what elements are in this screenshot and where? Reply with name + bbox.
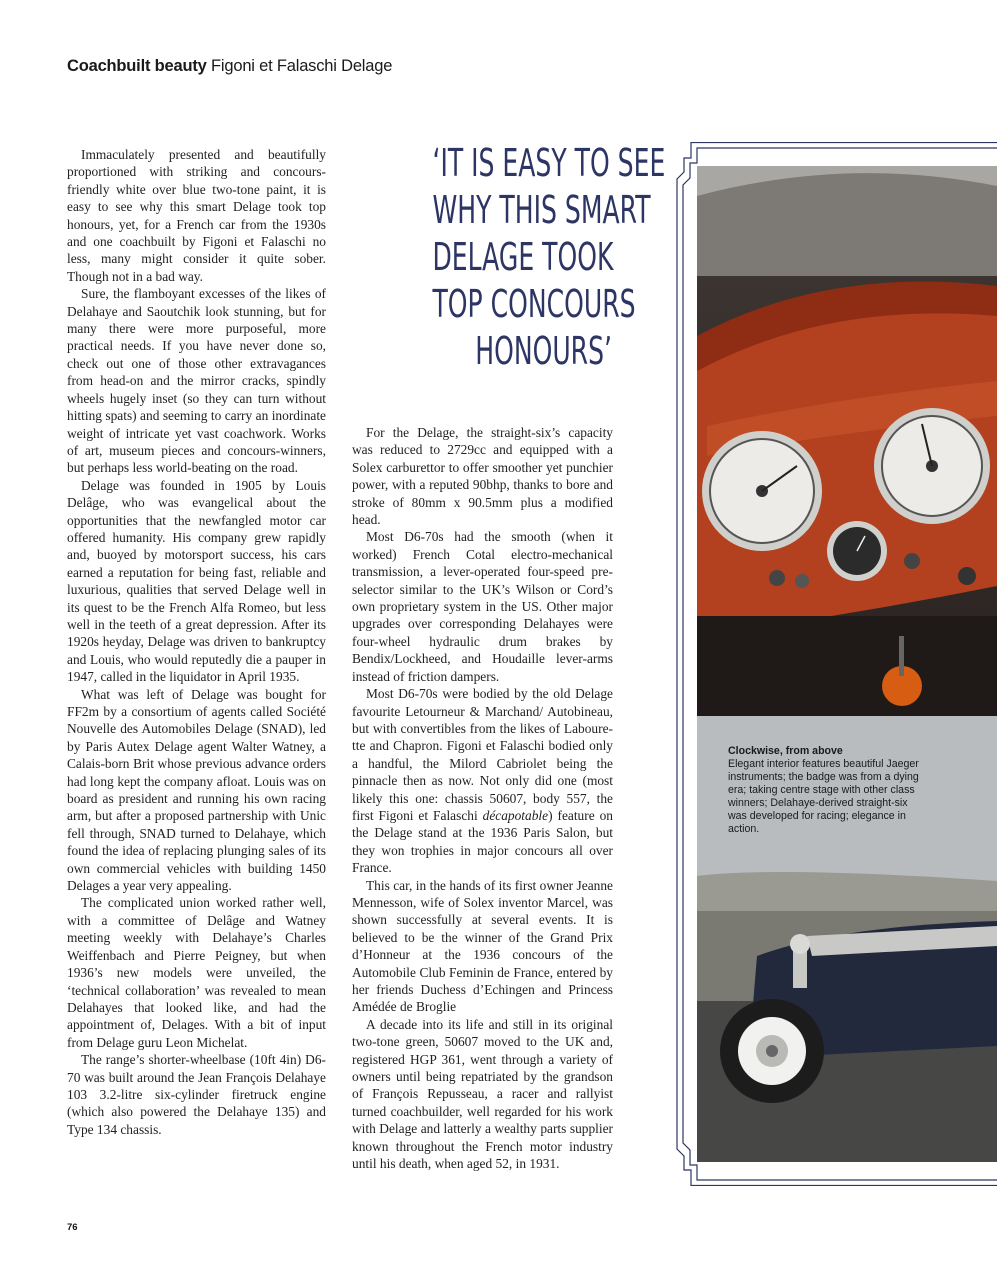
pull-quote-line: DELAGE TOOK <box>432 235 614 279</box>
caption-body: Elegant interior features beautiful Jaeger instruments; the badge was from a dying era; taking centre stage with other class winners; Delahaye-derived straight-six was developed for racing; elegance in action. <box>728 758 919 835</box>
paragraph: This car, in the hands of its first owner Jeanne Mennesson, wife of Solex inventor Marcel, was shown successfully at several events. It is believed to be the winner of the Grand Prix d’Honneur at the 1936 concours of the Automobile Club Feminin de France, entered by her friends Duchess d’Echingen and Princess Amédée de Broglie <box>352 877 613 1015</box>
paragraph: Immaculately presented and beautifully proportioned with striking and concours-friendly white over blue two-tone paint, it is easy to see why this smart Delage took top honours, yet, for a French car from the 1930s and one coachbuilt by Figoni et Falaschi no less, many might consider it quite sober. Though not in a bad way. <box>67 147 326 284</box>
pull-quote-line: HONOURS’ <box>475 329 612 373</box>
paragraph: The complicated union worked rather well, with a committee of Delâge and Watney meeting weekly with Delahaye’s Charles Weiffenbach and Pierre Peigney, but when 1936’s new models were unveiled, the ‘technical collaboration’ was revealed to mean Delahayes that looked like, and had the appointment of, Delages. With a bit of input from Delage guru Leon Michelat. <box>67 895 326 1050</box>
pull-quote-line: ‘IT IS EASY TO SEE <box>432 141 666 185</box>
paragraph: Delage was founded in 1905 by Louis Delâge, who was evangelical about the opportunities that the newfangled motor car offered humanity. His company grew rapidly and, buoyed by motorsport success, his cars earned a reputation for being fast, reliable and luxurious, qualities that served Delage well in its quest to be the French Alfa Romeo, but less well in the teeth of a great depression. After its 1920s heyday, Delage was driven to bankruptcy and Louis, who would reputedly die a pauper in 1947, called in the liquidator in April 1935. <box>67 477 326 685</box>
paragraph: The range’s shorter-wheelbase (10ft 4in) D6-70 was built around the Jean François Delahaye 103 3.2-litre six-cylinder firetruck engine (which also powered the Delahaye 135) and Type 134 chassis. <box>67 1052 326 1137</box>
caption-title: Clockwise, from above <box>728 745 843 757</box>
body-column-right <box>352 424 613 1172</box>
dashboard-illustration <box>697 166 997 716</box>
paragraph: Most D6-70s had the smooth (when it worked) French Cotal electro-mechanical transmission, a lever-operated four-speed pre-selector similar to the UK’s Wilson or Cord’s own proprietary system in the US. Other major upgrades over corresponding Delahayes were four-wheel hydraulic drum brakes by Bendix/Lockheed, and Houdaille lever-arms instead of friction dampers. <box>352 529 613 684</box>
paragraph: For the Delage, the straight-six’s capacity was reduced to 2729cc and equipped with a Solex carburettor to offer smoother yet punchier power, with a reputed 90bhp, thanks to bore and stroke of 80mm x 90.5mm plus a modified head. <box>352 425 613 528</box>
paragraph <box>352 685 613 876</box>
paragraph: Sure, the flamboyant excesses of the likes of Delahaye and Saoutchik look stunning, but for many there were more purposeful, more practical needs. If you have never done so, check out one of those other extravagances from head-on and the mirror cracks, spindly wheels hugely inset (so they can turn without hitting spats) and seeming to carry an inordinate weight of intricate yet vast coachwork. Works of art, museum pieces and concours-winners, but perhaps less world-beating on the road. <box>67 286 326 476</box>
section-title: Coachbuilt beauty <box>67 57 207 75</box>
pull-quote-line: WHY THIS SMART <box>432 188 651 232</box>
article-subtitle: Figoni et Falaschi Delage <box>211 57 393 75</box>
italic-term: décapotable <box>482 807 549 823</box>
running-header <box>67 57 392 76</box>
body-column-left <box>67 146 326 1138</box>
pull-quote-line: TOP CONCOURS <box>432 282 636 326</box>
paragraph-text: Most D6-70s were bodied by the old Delage favourite Letourneur & Marchand/ Autobineau, but with convertibles from the likes of Labourette and Chapron. Figoni et Falaschi bodied only a handful, the Milord Cabriolet being the pinnacle then as now. Not only did one (most likely this one: chassis 50607, body 557, the first Figoni et Falaschi <box>352 686 613 823</box>
dashboard-photo <box>697 166 997 716</box>
page-number: 76 <box>67 1222 78 1233</box>
paragraph-text: ) feature on the Delage stand at the 1936 Paris Salon, but they won trophies in major concours all over France. <box>352 807 613 876</box>
pull-quote <box>432 140 666 375</box>
paragraph: What was left of Delage was bought for FF2m by a consortium of agents called Société Nouvelle des Automobiles Delage (SNAD), led by Paris Autex Delage agent Walter Watney, a Calais-born Brit whose previous advance orders had long kept the company afloat. Louis was on board as president and running his own racing arm, but after a proposed partnership with Unic fell through, SNAD turned to Delahaye, which found the idea of replacing plunging sales of its own commercial vehicles with building 1450 Delages a year very appealing. <box>67 686 326 894</box>
photo-caption <box>728 745 923 836</box>
paragraph: A decade into its life and still in its original two-tone green, 50607 moved to the UK and, registered HGP 361, went through a variety of owners until being repatriated by the grandson of François Repusseau, a racer and rallyist turned coachbuilder, well regarded for his work with Delage and latterly a wealthy parts supplier known throughout the French motor industry until his death, when aged 52, in 1931. <box>352 1016 613 1172</box>
